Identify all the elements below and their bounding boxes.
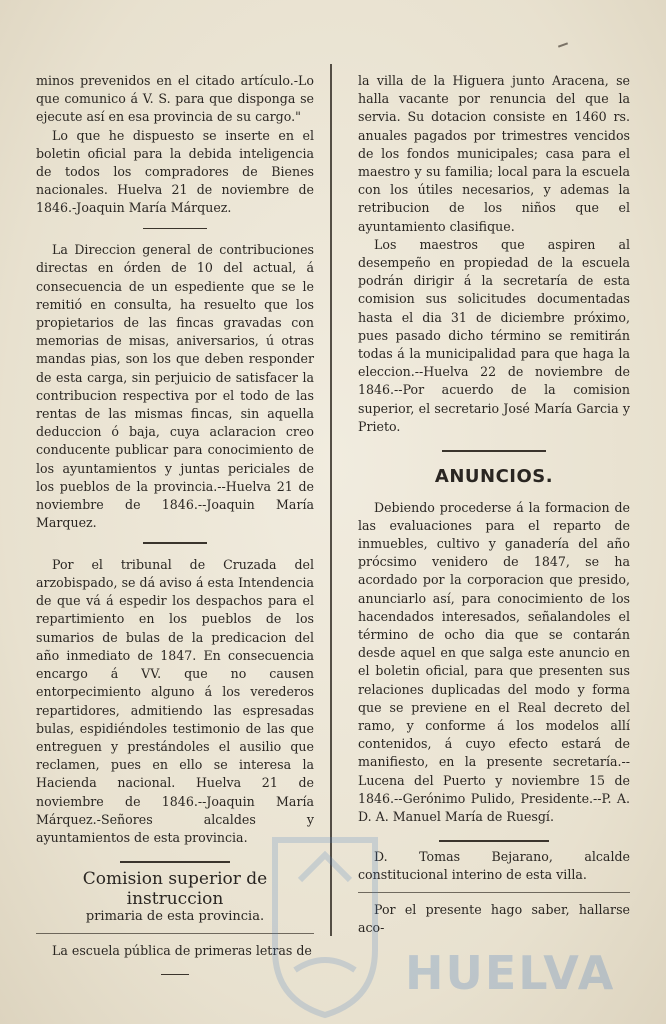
- right-column: [358, 72, 630, 938]
- right-para-5: Por el presente hago saber, hallarse aco-: [358, 902, 630, 936]
- section-rule: [143, 228, 207, 230]
- instruction-heading: Comision superior de instruccion: [82, 868, 268, 909]
- ink-mark: [558, 42, 568, 47]
- section-rule: [161, 974, 189, 976]
- left-column: [36, 72, 314, 975]
- section-rule: [442, 450, 546, 452]
- left-para-2: Lo que he dispuesto se inserte en el boletin oficial para la debida inteligencia de todos los compradores de Bienes nacionales. Huelva 21 de noviembre de 1846.-Joaquin María Márquez.: [36, 127, 314, 216]
- section-rule: [120, 861, 230, 863]
- left-para-1: minos prevenidos en el citado artículo.-Lo que comunico á V. S. para que disponga se ejecute así en esa provincia de su cargo.": [36, 73, 314, 125]
- right-para-1: la villa de la Higuera junto Aracena, se halla vacante por renuncia del que la servia. Su dotacion consiste en 1460 rs. anuales pagados por trimestres vencidos de los fondos municipales; casa para el maestro y su familia; local para la escuela con los útiles necesarios, y ademas la retribucion de los niños que el ayuntamiento clasifique.: [358, 73, 630, 234]
- section-rule: [439, 840, 549, 842]
- watermark-text: HUELVA: [405, 946, 616, 1000]
- anuncios-heading: ANUNCIOS.: [434, 465, 554, 487]
- section-rule: [143, 542, 207, 544]
- column-divider: [330, 64, 332, 936]
- instruction-subheading: primaria de esta provincia.: [85, 908, 265, 924]
- left-para-4: Por el tribunal de Cruzada del arzobispado, se dá aviso á esta Intendencia de que vá á espedir los despachos para el repartimiento en los pueblos de los sumarios de bulas de la predicacion del año inmediato de 1847. En consecuencia encargo á VV. que no causen entorpecimiento alguno á los verederos repartidores, admitiendo las espresadas bulas, espidiéndoles testimonio de las que entreguen y prestándoles el ausilio que reclamen, pues en ello se interesa la Hacienda nacional. Huelva 21 de noviembre de 1846.--Joaquin María Márquez.-Señores alcaldes y ayuntamientos de esta provincia.: [36, 556, 314, 845]
- thin-rule: [36, 933, 314, 934]
- left-para-5: La escuela pública de primeras letras de: [52, 942, 312, 958]
- right-para-4: D. Tomas Bejarano, alcalde constitucional interino de esta villa.: [358, 848, 630, 882]
- right-para-3: Debiendo procederse á la formacion de las evaluaciones para el reparto de inmuebles, cultivo y ganadería del año prócsimo venidero de 1847, se ha acordado por la corporacion que presido, anunciarlo así, para conocimiento de los hacendados interesados, señalandoles el término de ocho dia que se contarán desde aquel en que salga este anuncio en el boletin oficial, para que presenten sus relaciones duplicadas del modo y forma que se previene en el Real decreto del ramo, y conforme á los modelos allí contenidos, á cuyo efecto estará de manifiesto, en la presente secretaría.--Lucena del Puerto y noviembre 15 de 1846.--Gerónimo Pulido, Presidente.--P. A. D. A. Manuel María de Ruesgí.: [358, 499, 630, 825]
- thin-rule: [358, 892, 630, 893]
- left-para-3: La Direccion general de contribuciones directas en órden de 10 del actual, á consecuencia de un espediente que se le remitió en consulta, ha resuelto que los propietarios de las fincas gravadas con memorias de misas, aniversarios, ú otras mandas pias, son los que deben responder de esta carga, sin perjuicio de satisfacer la contribucion respectiva por el todo de las rentas de las mismas fincas, sin aquella deduccion ó baja, cuya aclaracion creo conducente publicar para conocimiento de los ayuntamientos y juntas periciales de los pueblos de la provincia.--Huelva 21 de noviembre de 1846.--Joaquin María Marquez.: [36, 242, 314, 531]
- right-para-2: Los maestros que aspiren al desempeño en propiedad de la escuela podrán dirigir á la secretaría de esta comision sus solicitudes documentadas hasta el dia 31 de diciembre próximo, pues pasado dicho término se remitirán todas á la municipalidad para que haga la eleccion.--Huelva 22 de noviembre de 1846.--Por acuerdo de la comision superior, el secretario José María Garcia y Prieto.: [358, 236, 630, 434]
